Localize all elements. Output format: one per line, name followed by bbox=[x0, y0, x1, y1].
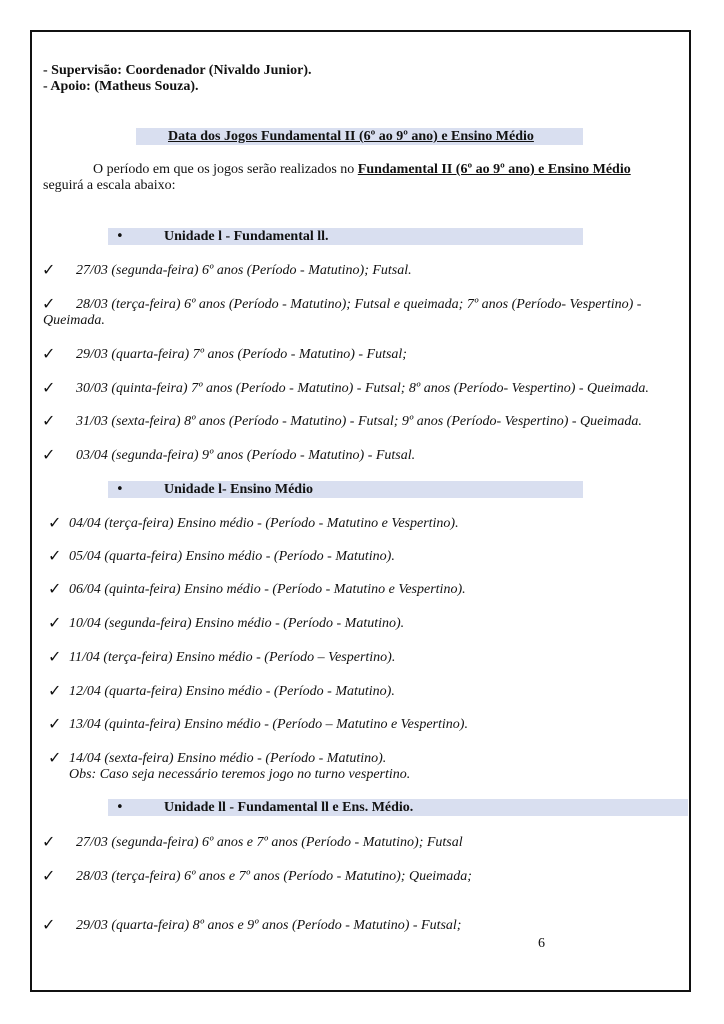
unit1-bullet: • bbox=[116, 229, 124, 244]
list-item: 10/04 (segunda-feira) Ensino médio - (Período - Matutino). bbox=[69, 616, 405, 631]
unit3-bullet: • bbox=[116, 800, 124, 815]
check-icon: ✓ bbox=[42, 411, 56, 430]
intro-paragraph bbox=[43, 161, 682, 178]
check-icon: ✓ bbox=[42, 260, 56, 279]
list-item: 29/03 (quarta-feira) 7º anos (Período - Matutino) - Futsal; bbox=[76, 347, 407, 362]
list-item: 14/04 (sexta-feira) Ensino médio - (Período - Matutino). bbox=[69, 751, 387, 766]
unit2-title: Unidade l- Ensino Médio bbox=[164, 482, 313, 497]
list-item: 28/03 (terça-feira) 6º anos (Período - Matutino); Futsal e queimada; 7º anos (Período- Vespertino) - bbox=[76, 297, 642, 312]
list-item: 27/03 (segunda-feira) 6º anos e 7º anos (Período - Matutino); Futsal bbox=[76, 835, 463, 850]
check-icon: ✓ bbox=[42, 445, 56, 464]
list-item: 13/04 (quinta-feira) Ensino médio - (Período – Matutino e Vespertino). bbox=[69, 717, 468, 732]
list-item: 11/04 (terça-feira) Ensino médio - (Período – Vespertino). bbox=[69, 650, 396, 665]
check-icon: ✓ bbox=[48, 546, 62, 565]
page-number: 6 bbox=[538, 936, 545, 951]
check-icon: ✓ bbox=[42, 866, 56, 885]
check-icon: ✓ bbox=[48, 647, 62, 666]
intro-text-part2: seguirá a escala abaixo: bbox=[43, 178, 176, 193]
intro-highlight: Fundamental II (6º ao 9º ano) e Ensino Médio bbox=[357, 162, 631, 177]
intro-text-part1: O período em que os jogos serão realizados no bbox=[93, 162, 358, 177]
check-icon: ✓ bbox=[42, 294, 56, 313]
list-item: 12/04 (quarta-feira) Ensino médio - (Período - Matutino). bbox=[69, 684, 395, 699]
list-item: 04/04 (terça-feira) Ensino médio - (Período - Matutino e Vespertino). bbox=[69, 516, 459, 531]
list-note: Obs: Caso seja necessário teremos jogo no turno vespertino. bbox=[69, 767, 411, 782]
support-line: - Apoio: (Matheus Souza). bbox=[43, 79, 199, 94]
check-icon: ✓ bbox=[42, 378, 56, 397]
unit2-bullet: • bbox=[116, 482, 124, 497]
unit1-title: Unidade l - Fundamental ll. bbox=[164, 229, 329, 244]
list-item: 05/04 (quarta-feira) Ensino médio - (Período - Matutino). bbox=[69, 549, 395, 564]
list-item-continuation: Queimada. bbox=[43, 313, 105, 328]
check-icon: ✓ bbox=[48, 714, 62, 733]
list-item: 06/04 (quinta-feira) Ensino médio - (Período - Matutino e Vespertino). bbox=[69, 582, 466, 597]
section-title: Data dos Jogos Fundamental II (6º ao 9º ano) e Ensino Médio bbox=[168, 129, 534, 144]
list-item: 30/03 (quinta-feira) 7º anos (Período - Matutino) - Futsal; 8º anos (Período- Vespertino) - Queimada. bbox=[76, 381, 649, 396]
check-icon: ✓ bbox=[48, 513, 62, 532]
check-icon: ✓ bbox=[48, 613, 62, 632]
unit3-title: Unidade ll - Fundamental ll e Ens. Médio. bbox=[164, 800, 414, 815]
list-item: 03/04 (segunda-feira) 9º anos (Período - Matutino) - Futsal. bbox=[76, 448, 416, 463]
check-icon: ✓ bbox=[48, 748, 62, 767]
list-item: 31/03 (sexta-feira) 8º anos (Período - Matutino) - Futsal; 9º anos (Período- Vespertino) - Queimada. bbox=[76, 414, 642, 429]
supervision-line: - Supervisão: Coordenador (Nivaldo Junior). bbox=[43, 63, 312, 78]
list-item: 29/03 (quarta-feira) 8º anos e 9º anos (Período - Matutino) - Futsal; bbox=[76, 918, 462, 933]
list-item: 27/03 (segunda-feira) 6º anos (Período - Matutino); Futsal. bbox=[76, 263, 412, 278]
check-icon: ✓ bbox=[48, 681, 62, 700]
check-icon: ✓ bbox=[42, 832, 56, 851]
list-item: 28/03 (terça-feira) 6º anos e 7º anos (Período - Matutino); Queimada; bbox=[76, 869, 472, 884]
check-icon: ✓ bbox=[42, 915, 56, 934]
check-icon: ✓ bbox=[42, 344, 56, 363]
check-icon: ✓ bbox=[48, 579, 62, 598]
